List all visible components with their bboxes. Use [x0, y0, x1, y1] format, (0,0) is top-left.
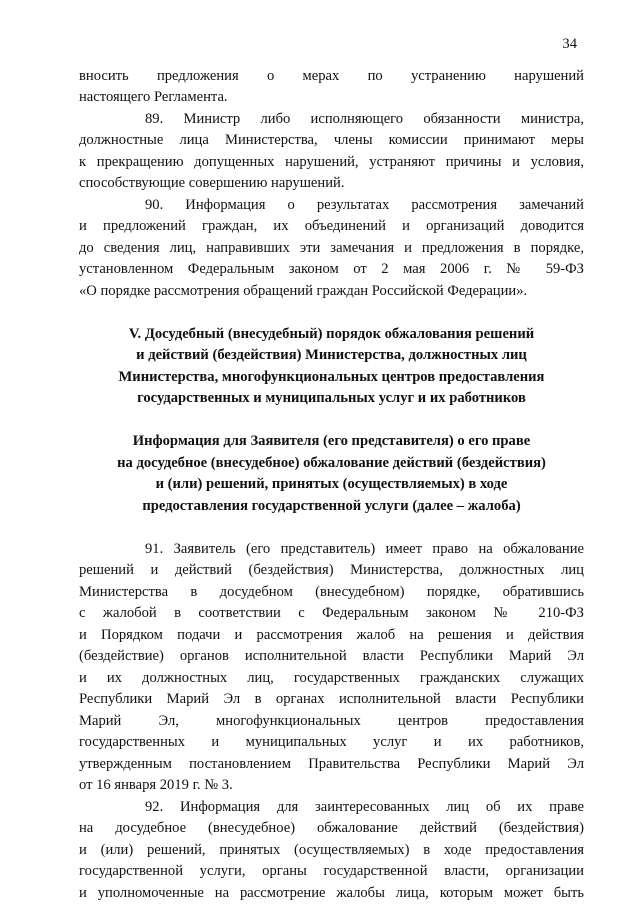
paragraph-line: к прекращению допущенных нарушений, устраняют причины и условия,	[79, 154, 584, 170]
section-heading-line: Министерства, многофункциональных центров предоставления	[118, 369, 545, 385]
paragraph-line: установленном Федеральным законом от 2 мая 2006 г. № 59-ФЗ	[79, 261, 584, 277]
paragraph-line: способствующие совершению нарушений.	[79, 175, 345, 191]
paragraph-line: государственной услуги, органы государственной власти, организации	[79, 863, 584, 879]
section-heading-line: V. Досудебный (внесудебный) порядок обжалования решений	[128, 326, 535, 342]
paragraph-line: и (или) решений, принятых (осуществляемых) в ходе предоставления	[79, 842, 584, 858]
paragraph-line: настоящего Регламента.	[79, 89, 228, 105]
paragraph-line: государственных и муниципальных услуг и их работников,	[79, 734, 584, 750]
paragraph-line: Марий Эл, многофункциональных центров предоставления	[79, 713, 584, 729]
paragraph-line: и уполномоченные на рассмотрение жалобы лица, которым может быть	[79, 885, 584, 901]
section-heading-line: государственных и муниципальных услуг и их работников	[137, 390, 526, 406]
subheading-line: предоставления государственной услуги (далее – жалоба)	[142, 498, 521, 514]
paragraph-line: с жалобой в соответствии с Федеральным законом № 210-ФЗ	[79, 605, 584, 621]
paragraph-line: вносить предложения о мерах по устранению нарушений	[79, 68, 584, 84]
subheading-line: на досудебное (внесудебное) обжалование действий (бездействия)	[117, 455, 546, 471]
paragraph-line: утвержденным постановлением Правительства Республики Марий Эл	[79, 756, 584, 772]
paragraph-line: «О порядке рассмотрения обращений граждан Российской Федерации».	[79, 283, 528, 299]
paragraph-line: 92. Информация для заинтересованных лиц об их праве	[145, 799, 584, 815]
paragraph-line: (бездействие) органов исполнительной власти Республики Марий Эл	[79, 648, 584, 664]
paragraph-line: 90. Информация о результатах рассмотрения замечаний	[145, 197, 584, 213]
subheading-line: и (или) решений, принятых (осуществляемых) в ходе	[155, 476, 508, 492]
paragraph-line: Республики Марий Эл в органах исполнительной власти Республики	[79, 691, 584, 707]
paragraph-line: и Порядком подачи и рассмотрения жалоб на решения и действия	[79, 627, 584, 643]
paragraph-line: Министерства в досудебном (внесудебном) порядке, обратившись	[79, 584, 584, 600]
paragraph-line: 91. Заявитель (его представитель) имеет право на обжалование	[145, 541, 584, 557]
page-number: 34	[562, 36, 577, 52]
paragraph-line: и их должностных лиц, государственных гражданских служащих	[79, 670, 584, 686]
paragraph-line: и предложений граждан, их объединений и организаций доводится	[79, 218, 584, 234]
paragraph-line: 89. Министр либо исполняющего обязанности министра,	[145, 111, 584, 127]
paragraph-line: на досудебное (внесудебное) обжалование действий (бездействия)	[79, 820, 584, 836]
paragraph-line: от 16 января 2019 г. № 3.	[79, 777, 233, 793]
subheading-line: Информация для Заявителя (его представителя) о его праве	[132, 433, 531, 449]
paragraph-line: должностные лица Министерства, члены комиссии принимают меры	[79, 132, 584, 148]
paragraph-line: решений и действий (бездействия) Министерства, должностных лиц	[79, 562, 584, 578]
section-heading-line: и действий (бездействия) Министерства, должностных лиц	[136, 347, 527, 363]
paragraph-line: до сведения лиц, направивших эти замечания и предложения в порядке,	[79, 240, 584, 256]
